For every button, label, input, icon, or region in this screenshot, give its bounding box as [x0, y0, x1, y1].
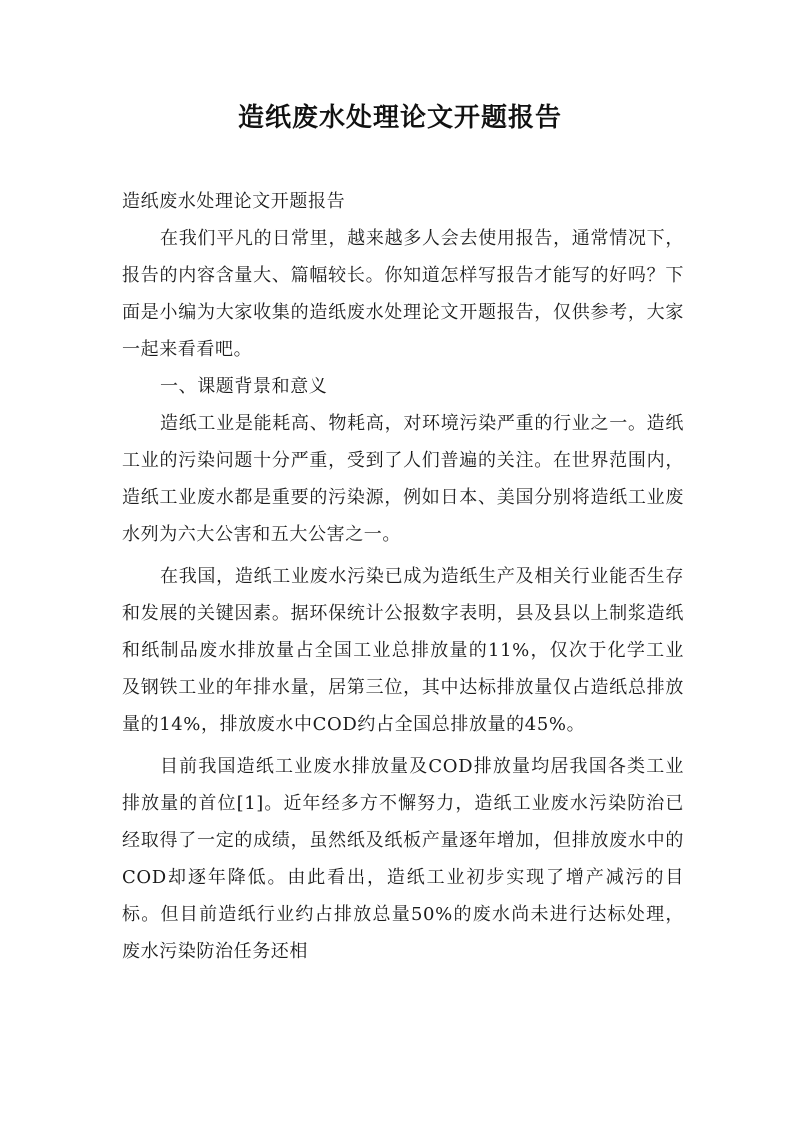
document-subtitle: 造纸废水处理论文开题报告 [122, 191, 346, 212]
section-heading: 一、课题背景和意义 [160, 376, 328, 397]
body-paragraph-1: 造纸工业是能耗高、物耗高，对环境污染严重的行业之一。造纸工业的污染问题十分严重，受到了人们普遍的关注。在世界范围内，造纸工业废水都是重要的污染源，例如日本、美国分别将造纸工业废水列为六大公害和五大公害之一。 [122, 413, 684, 545]
document-body [122, 183, 684, 970]
document-title: 造纸废水处理论文开题报告 [237, 103, 562, 133]
intro-paragraph: 在我们平凡的日常里，越来越多人会去使用报告，通常情况下，报告的内容含量大、篇幅较长。你知道怎样写报告才能写的好吗？下面是小编为大家收集的造纸废水处理论文开题报告，仅供参考，大家一起来看看吧。 [122, 228, 684, 360]
body-paragraph-2: 在我国，造纸工业废水污染已成为造纸生产及相关行业能否生存和发展的关键因素。据环保统计公报数字表明，县及县以上制浆造纸和纸制品废水排放量占全国工业总排放量的11%，仅次于化学工业及钢铁工业的年排水量，居第三位，其中达标排放量仅占造纸总排放量的14%，排放废水中COD约占全国总排放量的45%。 [122, 566, 684, 735]
body-paragraph-3: 目前我国造纸工业废水排放量及COD排放量均居我国各类工业排放量的首位[1]。近年经多方不懈努力，造纸工业废水污染防治已经取得了一定的成绩，虽然纸及纸板产量逐年增加，但排放废水中的COD却逐年降低。由此看出，造纸工业初步实现了增产减污的目标。但目前造纸行业约占排放总量50%的废水尚未进行达标处理，废水污染防治任务还相 [122, 756, 684, 962]
